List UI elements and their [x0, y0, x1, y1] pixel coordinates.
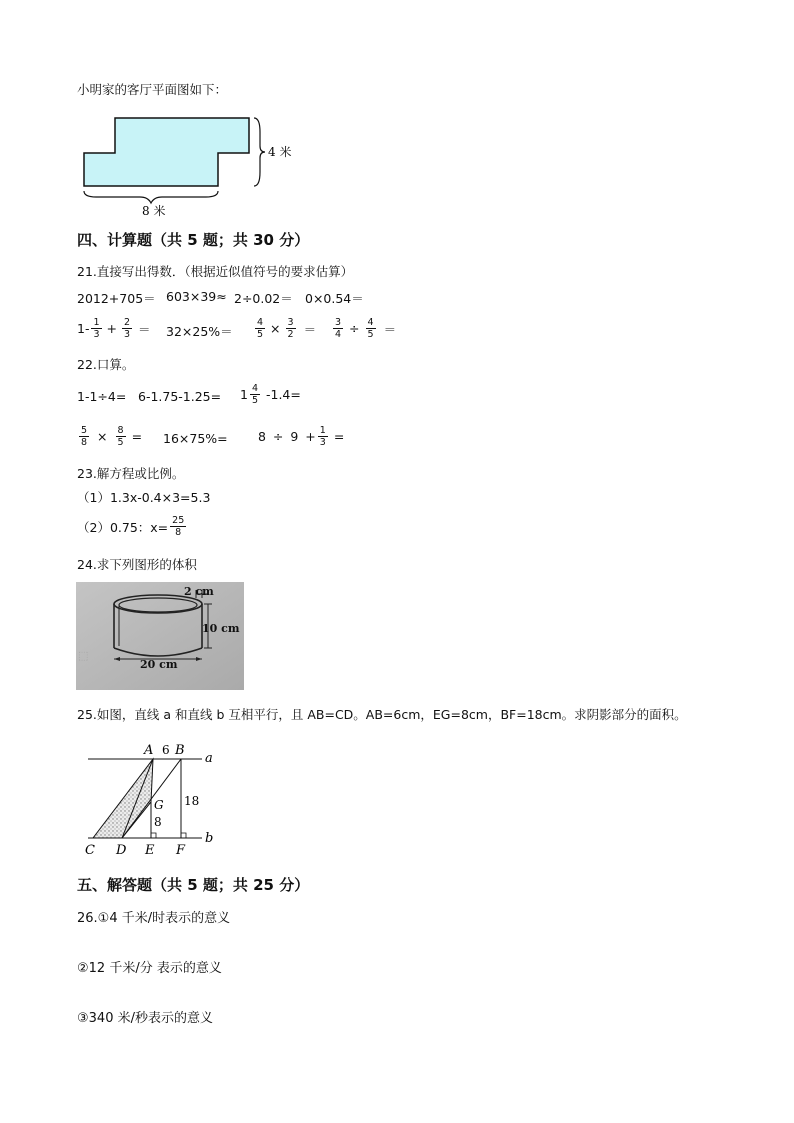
height-brace	[254, 118, 265, 186]
denominator: 3	[124, 329, 131, 340]
floorplan-shape	[84, 118, 249, 186]
q24-title: 24.求下列图形的体积	[77, 557, 197, 572]
q26-part2: ②12 千米/分 表示的意义	[77, 961, 222, 976]
q26-part1: 26.①4 千米/时表示的意义	[77, 911, 231, 926]
operator: +	[106, 321, 117, 336]
expression-prefix: （2）0.75：x=	[77, 519, 169, 535]
parallel-lines-diagram	[80, 738, 230, 860]
photo-bleed-text: ⬚	[78, 649, 89, 662]
numerator: 5	[81, 425, 88, 436]
label-E: E	[145, 843, 155, 858]
q21-row2-d	[331, 317, 396, 340]
label-A: A	[144, 743, 154, 758]
label-b: b	[205, 831, 214, 846]
shaded-region	[93, 759, 153, 838]
q26-part3: ③340 米/秒表示的意义	[77, 1011, 213, 1026]
label-eight: 8	[154, 815, 162, 829]
height-label: 4 米	[268, 145, 292, 159]
fraction	[255, 317, 265, 340]
equals: ＝	[303, 321, 317, 337]
q22-row2-c	[258, 425, 344, 448]
label-a: a	[205, 751, 213, 766]
fraction	[286, 317, 296, 340]
q23-part2	[77, 515, 188, 538]
section-5-title: 五、解答题（共 5 题；共 25 分）	[77, 876, 310, 894]
numerator: 3	[287, 317, 294, 328]
numerator: 1	[93, 317, 100, 328]
q25-title: 25.如图，直线 a 和直线 b 互相平行，且 AB=CD。AB=6cm，EG=8cm，BF=18cm。求阴影部分的面积。	[77, 707, 687, 722]
numerator: 3	[335, 317, 342, 328]
q21-row2-b: 32×25%＝	[166, 324, 233, 339]
equals: =	[333, 429, 345, 444]
q21-row2-a	[77, 317, 151, 340]
label-six: 6	[162, 743, 170, 757]
numerator: 2	[124, 317, 131, 328]
diameter-label: 20 cm	[140, 658, 178, 671]
denominator: 5	[367, 329, 374, 340]
label-F: F	[176, 843, 186, 858]
denominator: 2	[287, 329, 294, 340]
fraction	[170, 515, 186, 538]
operator: ×	[270, 321, 281, 336]
floorplan-diagram	[76, 112, 306, 222]
q22-title: 22.口算。	[77, 357, 135, 372]
label-D: D	[116, 843, 127, 858]
q21-row2-c	[253, 317, 316, 340]
expression-rest: -1.4=	[266, 387, 301, 402]
q21-r2a-prefix: 1-	[77, 321, 90, 336]
fraction	[318, 425, 328, 448]
denominator: 3	[319, 437, 326, 448]
fraction	[116, 425, 126, 448]
q21-row1-b: 603×39≈	[166, 289, 227, 304]
denominator: 8	[175, 527, 182, 538]
expression-prefix: 8 ÷ 9 +	[258, 429, 316, 444]
equals: ＝	[383, 321, 397, 337]
denominator: 5	[257, 329, 264, 340]
denominator: 4	[335, 329, 342, 340]
q22-row2-a	[77, 425, 142, 448]
operator: ÷	[349, 321, 360, 336]
q22-row1-c	[240, 383, 301, 406]
width-brace	[84, 191, 218, 203]
fraction	[122, 317, 132, 340]
numerator: 1	[319, 425, 326, 436]
thickness-label: 2 cm	[184, 585, 214, 598]
whole-number: 1	[240, 387, 248, 402]
fraction	[366, 317, 376, 340]
q21-row1-a: 2012+705＝	[77, 291, 156, 306]
height-label: 10 cm	[202, 622, 240, 635]
section-4-title: 四、计算题（共 5 题；共 30 分）	[77, 231, 310, 249]
right-angle-E	[151, 833, 156, 838]
q23-part1: （1）1.3x-0.4×3=5.3	[77, 490, 211, 505]
right-angle-F	[181, 833, 186, 838]
q23-title: 23.解方程或比例。	[77, 466, 185, 481]
cylinder-ring-photo	[76, 582, 244, 690]
denominator: 5	[251, 395, 258, 406]
denominator: 5	[117, 437, 124, 448]
fraction	[91, 317, 101, 340]
numerator: 4	[257, 317, 264, 328]
label-G: G	[154, 798, 164, 812]
denominator: 8	[81, 437, 88, 448]
numerator: 4	[251, 383, 258, 394]
intro-text: 小明家的客厅平面图如下：	[77, 82, 228, 97]
numerator: 8	[117, 425, 124, 436]
numerator: 25	[172, 515, 185, 526]
q21-row1-d: 0×0.54＝	[305, 291, 364, 306]
q21-row1-c: 2÷0.02＝	[234, 291, 293, 306]
label-eighteen: 18	[184, 794, 200, 808]
fraction	[79, 425, 89, 448]
label-B: B	[175, 743, 185, 758]
equals: =	[131, 429, 143, 444]
denominator: 3	[93, 329, 100, 340]
q21-title: 21.直接写出得数．（根据近似值符号的要求估算）	[77, 264, 354, 279]
width-label: 8 米	[142, 204, 166, 218]
numerator: 4	[367, 317, 374, 328]
label-C: C	[85, 843, 95, 858]
operator: ×	[97, 429, 108, 444]
q22-row2-b: 16×75%=	[163, 431, 228, 446]
q22-row1-b: 6-1.75-1.25=	[138, 389, 222, 404]
q22-row1-a: 1-1÷4=	[77, 389, 127, 404]
fraction	[250, 383, 260, 406]
fraction	[333, 317, 343, 340]
equals: ＝	[138, 321, 151, 337]
